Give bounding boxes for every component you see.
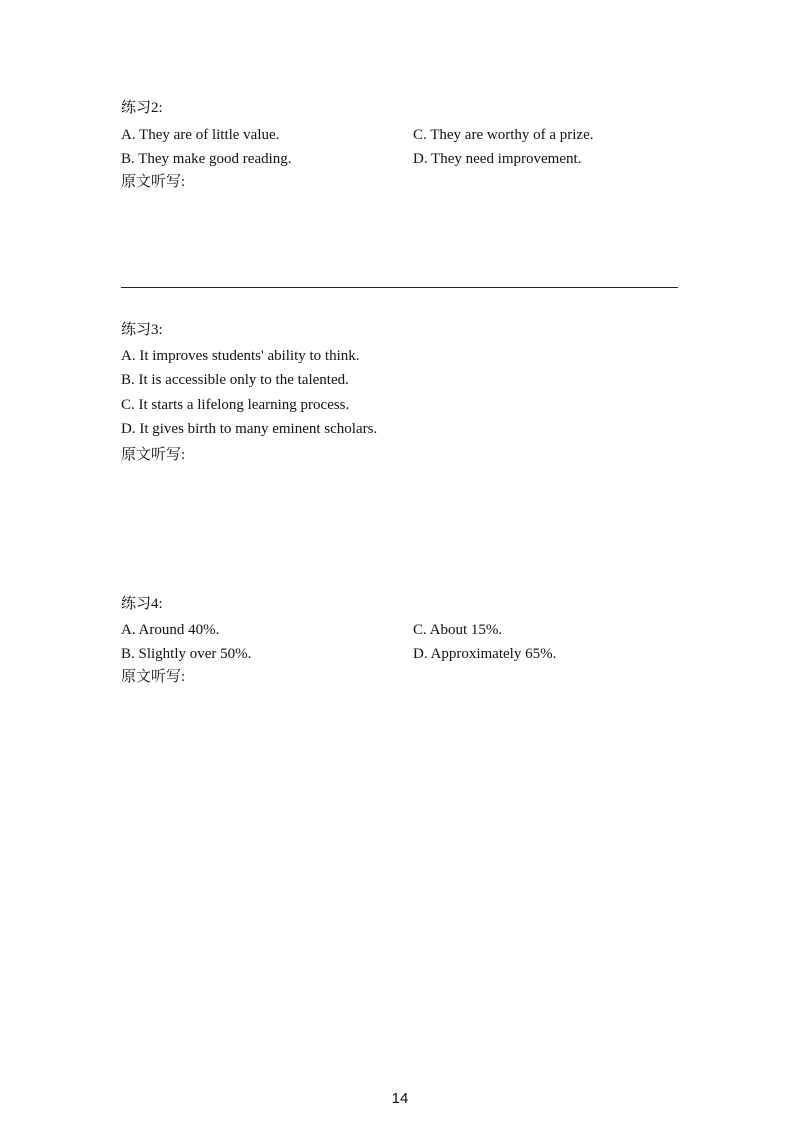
option-a: A. They are of little value. [121, 127, 280, 143]
option-b: B. It is accessible only to the talented. [121, 372, 349, 388]
option-c: C. They are worthy of a prize. [413, 127, 594, 143]
exercise-heading: 练习3: [121, 322, 163, 338]
page-number: 14 [391, 1090, 409, 1107]
exercise-heading: 练习2: [121, 100, 163, 116]
option-a: A. Around 40%. [121, 622, 220, 638]
option-d: D. It gives birth to many eminent scholars. [121, 421, 378, 437]
transcript-label: 原文听写: [121, 174, 186, 190]
option-b: B. Slightly over 50%. [121, 646, 252, 662]
option-b: B. They make good reading. [121, 151, 292, 167]
divider-line [121, 287, 678, 288]
exercise-heading: 练习4: [121, 596, 163, 612]
transcript-label: 原文听写: [121, 669, 186, 685]
transcript-label: 原文听写: [121, 447, 186, 463]
option-d: D. They need improvement. [413, 151, 582, 167]
option-a: A. It improves students' ability to think. [121, 348, 360, 364]
option-c: C. It starts a lifelong learning process. [121, 397, 350, 413]
option-c: C. About 15%. [413, 622, 503, 638]
option-d: D. Approximately 65%. [413, 646, 557, 662]
